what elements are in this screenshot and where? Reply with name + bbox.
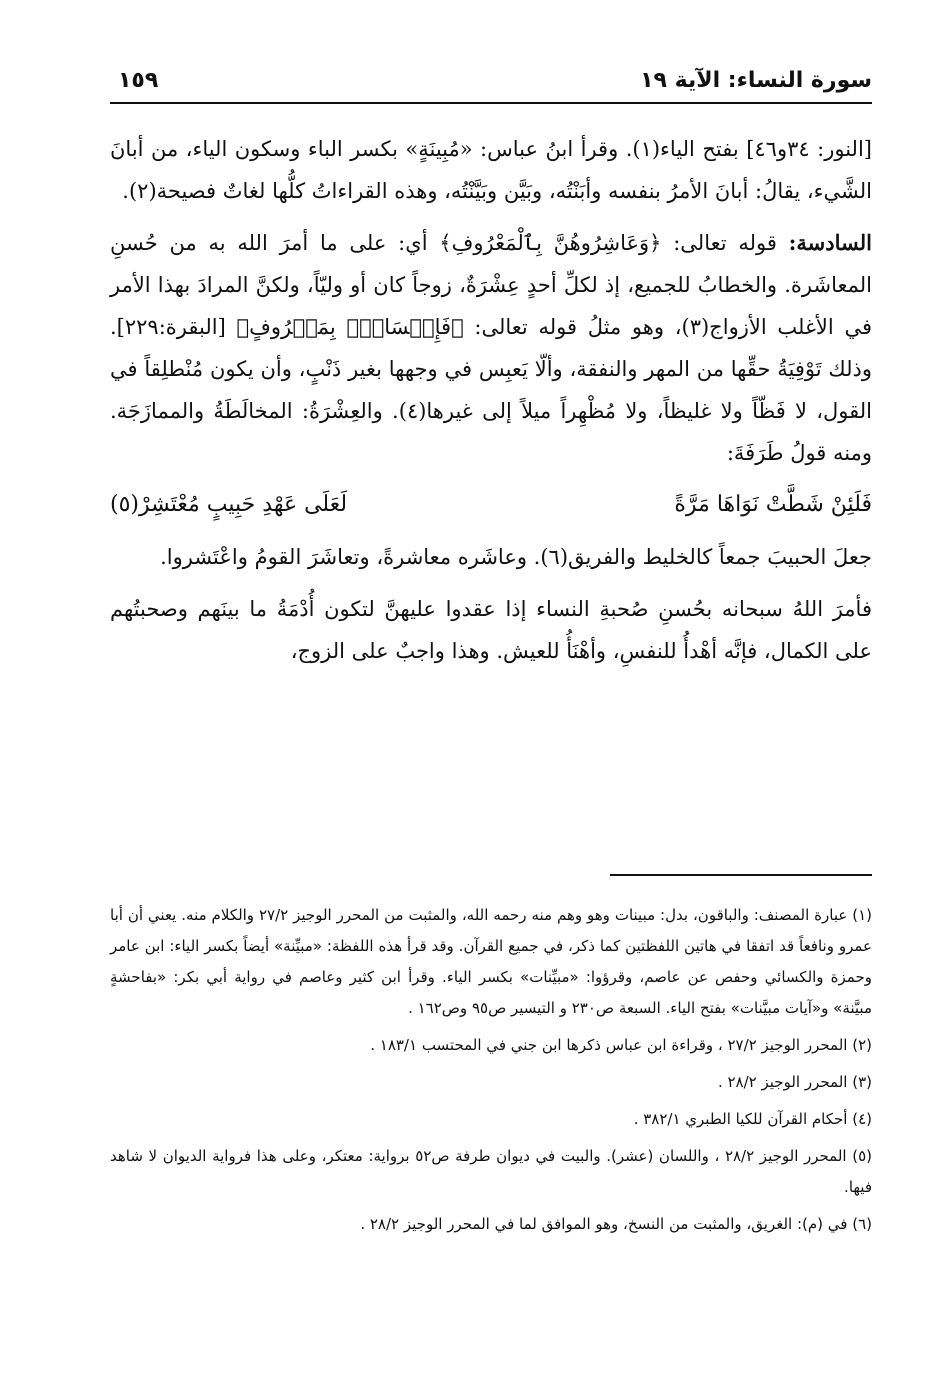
footnote-1: (١) عبارة المصنف: والباقون، بدل: مبينات وهو وهم منه رحمه الله، والمثبت من المحرر الوجيز ٢٧/٢ والكلام منه. يعني أن أبا عمرو ونافعاً قد اتفقا في هاتين اللفظتين كما ذكر، في جميع القرآن. وقد قرأ هذه اللفظة: «مبيِّنة» أيضاً بكسر الياء: ابن عامر وحمزة والكسائي وحفص عن عاصم، وقرؤوا: «مبيِّنات» بكسر الياء. وقرأ ابن كثير وعاصم في رواية أبي بكر: «بفاحشةٍ مبيَّنة» و«آيات مبيَّنات» بفتح الياء. السبعة ص٢٣٠ و التيسير ص٩٥ وص١٦٢ . xyxy=(110,906,872,1017)
footnotes xyxy=(110,900,872,1246)
paragraph-4: فأمرَ اللهُ سبحانه بحُسنِ صُحبةِ النساء إذا عقدوا عليهنَّ لتكون أُدْمَةُ ما بينَهم وصحبتُهم على الكمال، فإنَّه أهْدأُ للنفسِ، وأهْنَأُ للعيش. وهذا واجبٌ على الزوج، xyxy=(110,597,872,663)
verse-first-hemistich: فَلَئِنْ شَطَّتْ نَوَاهَا مَرَّةً xyxy=(674,492,872,517)
footnote-5: (٥) المحرر الوجيز ٢٨/٢ ، واللسان (عشر). والبيت في ديوان طرفة ص٥٢ برواية: معتكر، وعلى هذا فرواية الديوان لا شاهد فيها. xyxy=(110,1147,872,1196)
verse-second-hemistich: لَعَلَى عَهْدِ حَبِيبٍ مُعْتَشِرْ(٥) xyxy=(110,492,348,517)
footnote-rule xyxy=(610,874,872,876)
paragraph-3: جعلَ الحبيبَ جمعاً كالخليط والفريق(٦). وعاشَره معاشرةً، وتعاشَرَ القومُ واعْتَشروا. xyxy=(160,545,872,569)
poetry-verse xyxy=(110,484,872,526)
footnote-4: (٤) أحكام القرآن للكيا الطبري ٣٨٢/١ . xyxy=(633,1110,872,1128)
page-number: ١٥٩ xyxy=(118,68,159,93)
paragraph-1: [النور: ٣٤و٤٦] بفتح الياء(١). وقرأ ابنُ عباس: «مُبِينَةٍ» بكسر الباء وسكون الياء، من أبانَ الشَّيء، يقالُ: أبانَ الأمرُ بنفسه وأبَنْتُه، وبَيَّن وبَيَّنْتُه، وهذه القراءاتُ كلُّها لغاتٌ فصيحة(٢). xyxy=(110,137,872,203)
footnote-6: (٦) في (م): الغريق، والمثبت من النسخ، وهو الموافق لما في المحرر الوجيز ٢٨/٢ . xyxy=(360,1215,872,1233)
running-title: سورة النساء: الآية ١٩ xyxy=(640,68,872,93)
section-lead: السادسة: xyxy=(788,230,872,255)
footnote-2: (٢) المحرر الوجيز ٢٧/٢ ، وقراءة ابن عباس ذكرها ابن جني في المحتسب ١٨٣/١ . xyxy=(370,1036,872,1054)
main-text xyxy=(110,128,872,682)
paragraph-2-text: قوله تعالى: ﴿وَعَاشِرُوهُنَّ بِٱلْمَعْرُوفِ﴾ أي: على ما أمرَ الله به من حُسنِ المعاشَرة. والخطابُ للجميع، إذ لكلِّ أحدٍ عِشْرَةٌ، زوجاً كان أو وليّاً، ولكنَّ المرادَ بهذا الأمر في الأغلب الأزواج(٣)، وهو مثلُ قوله تعالى: ﴿فَإِمۡسَاكُۢ بِمَعۡرُوفٍ﴾ [البقرة:٢٢٩]. وذلك تَوْفِيَةُ حقِّها من المهر والنفقة، وألّا يَعبِس في وجهها بغير ذَنْبٍ، وأن يكون مُنْطلِقاً في القول، لا فَظّاً ولا غليظاً، ولا مُظْهِراً ميلاً إلى غيرها(٤). والعِشْرَةُ: المخالَطَةُ والممازَجَة. ومنه قولُ طَرَفَةَ: xyxy=(110,231,873,465)
footnote-3: (٣) المحرر الوجيز ٢٨/٢ . xyxy=(717,1073,872,1091)
paragraph-2 xyxy=(110,222,872,474)
header-rule xyxy=(110,102,872,104)
page-header xyxy=(110,62,872,102)
